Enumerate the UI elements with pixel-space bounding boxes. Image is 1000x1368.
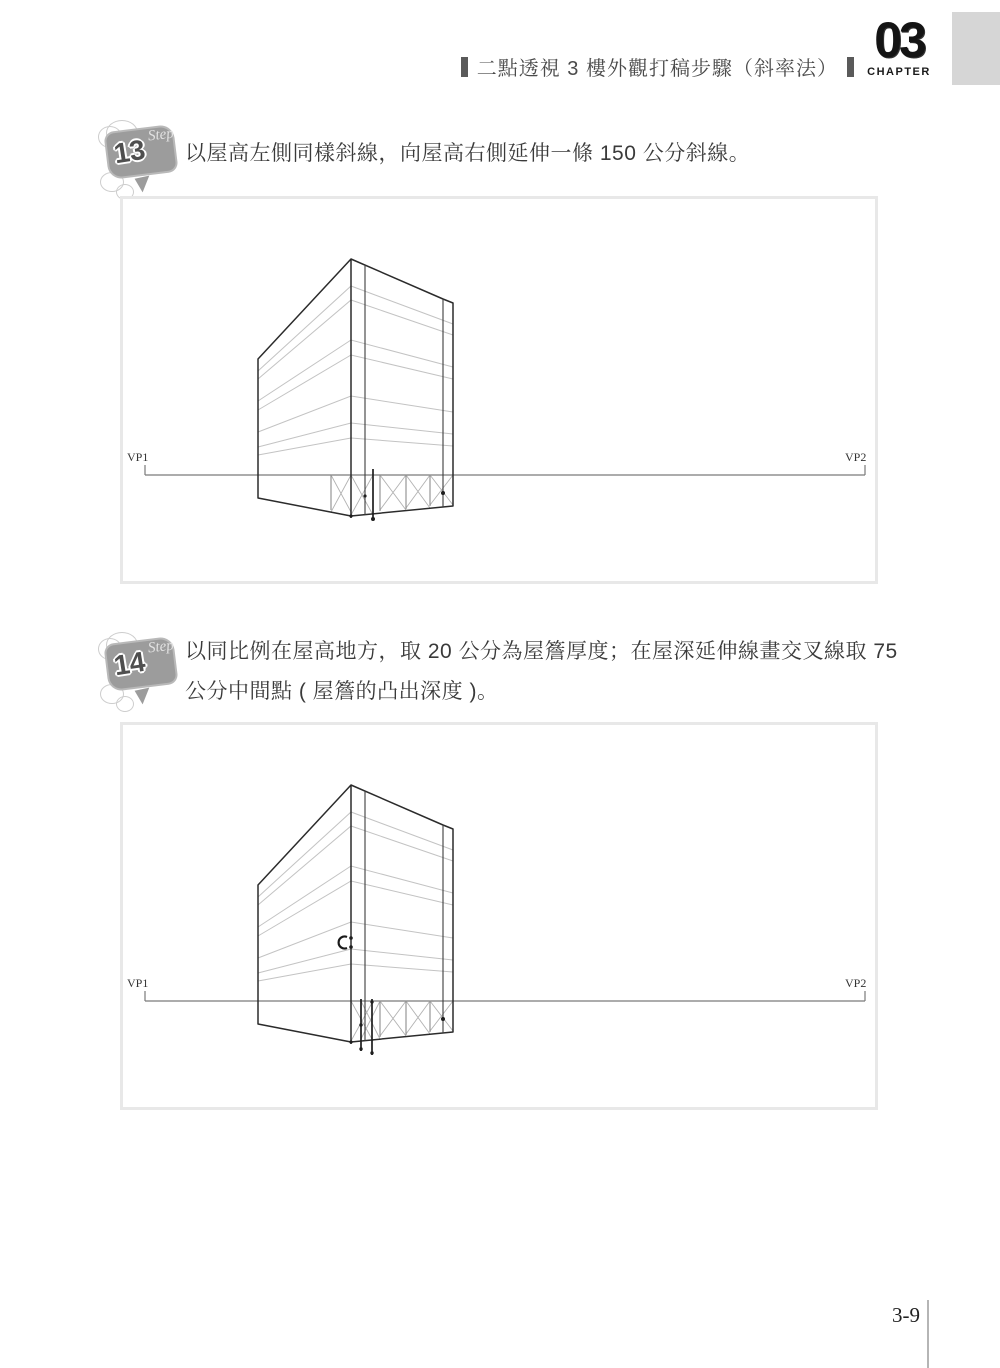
vp2-label: VP2 — [845, 976, 867, 990]
speech-tail-icon — [135, 176, 153, 194]
step-13-text: 以屋高左側同樣斜線，向屋高右側延伸一條 150 公分斜線。 — [185, 142, 751, 165]
page-number: 3-9 — [892, 1303, 920, 1327]
eave-thickness-mark — [339, 937, 347, 949]
chapter-label: CHAPTER — [867, 66, 931, 78]
building-outline — [258, 259, 453, 518]
floor-lines — [258, 286, 453, 455]
perspective-drawing-step14 — [123, 725, 875, 1107]
chapter-header — [461, 52, 854, 81]
vp1-label: VP1 — [127, 450, 149, 464]
step-badge-14 — [100, 634, 186, 706]
badge-step-number: 13 — [111, 133, 148, 170]
perspective-drawing-step13 — [123, 199, 875, 581]
doodle-circle — [116, 696, 134, 712]
floor-lines — [258, 812, 453, 981]
vp1-label: VP1 — [127, 976, 149, 990]
badge-step-word: Step — [147, 125, 175, 145]
badge-step-number: 14 — [111, 645, 148, 682]
building-outline — [258, 785, 453, 1044]
title-bar-right-icon — [847, 57, 854, 77]
speech-tail-icon — [135, 688, 153, 706]
step-badge-13 — [100, 122, 186, 194]
badge-step-word: Step — [147, 637, 175, 657]
page-edge-tab — [952, 12, 1000, 85]
figure-step-14 — [120, 722, 878, 1110]
vp2-label: VP2 — [845, 450, 867, 464]
chapter-number: 03 — [874, 12, 924, 68]
step-14-text: 以同比例在屋高地方，取 20 公分為屋簷厚度；在屋深延伸線畫交叉線取 75 公分中間點 ( 屋簷的凸出深度 )。 — [185, 640, 898, 703]
cross-marks — [331, 475, 453, 515]
figure-step-13 — [120, 196, 878, 584]
footer-rule — [927, 1300, 929, 1368]
title-bar-left-icon — [461, 57, 468, 77]
chapter-title: 二點透視 3 樓外觀打稿步驟（斜率法） — [476, 58, 838, 80]
cross-marks — [351, 1001, 453, 1041]
